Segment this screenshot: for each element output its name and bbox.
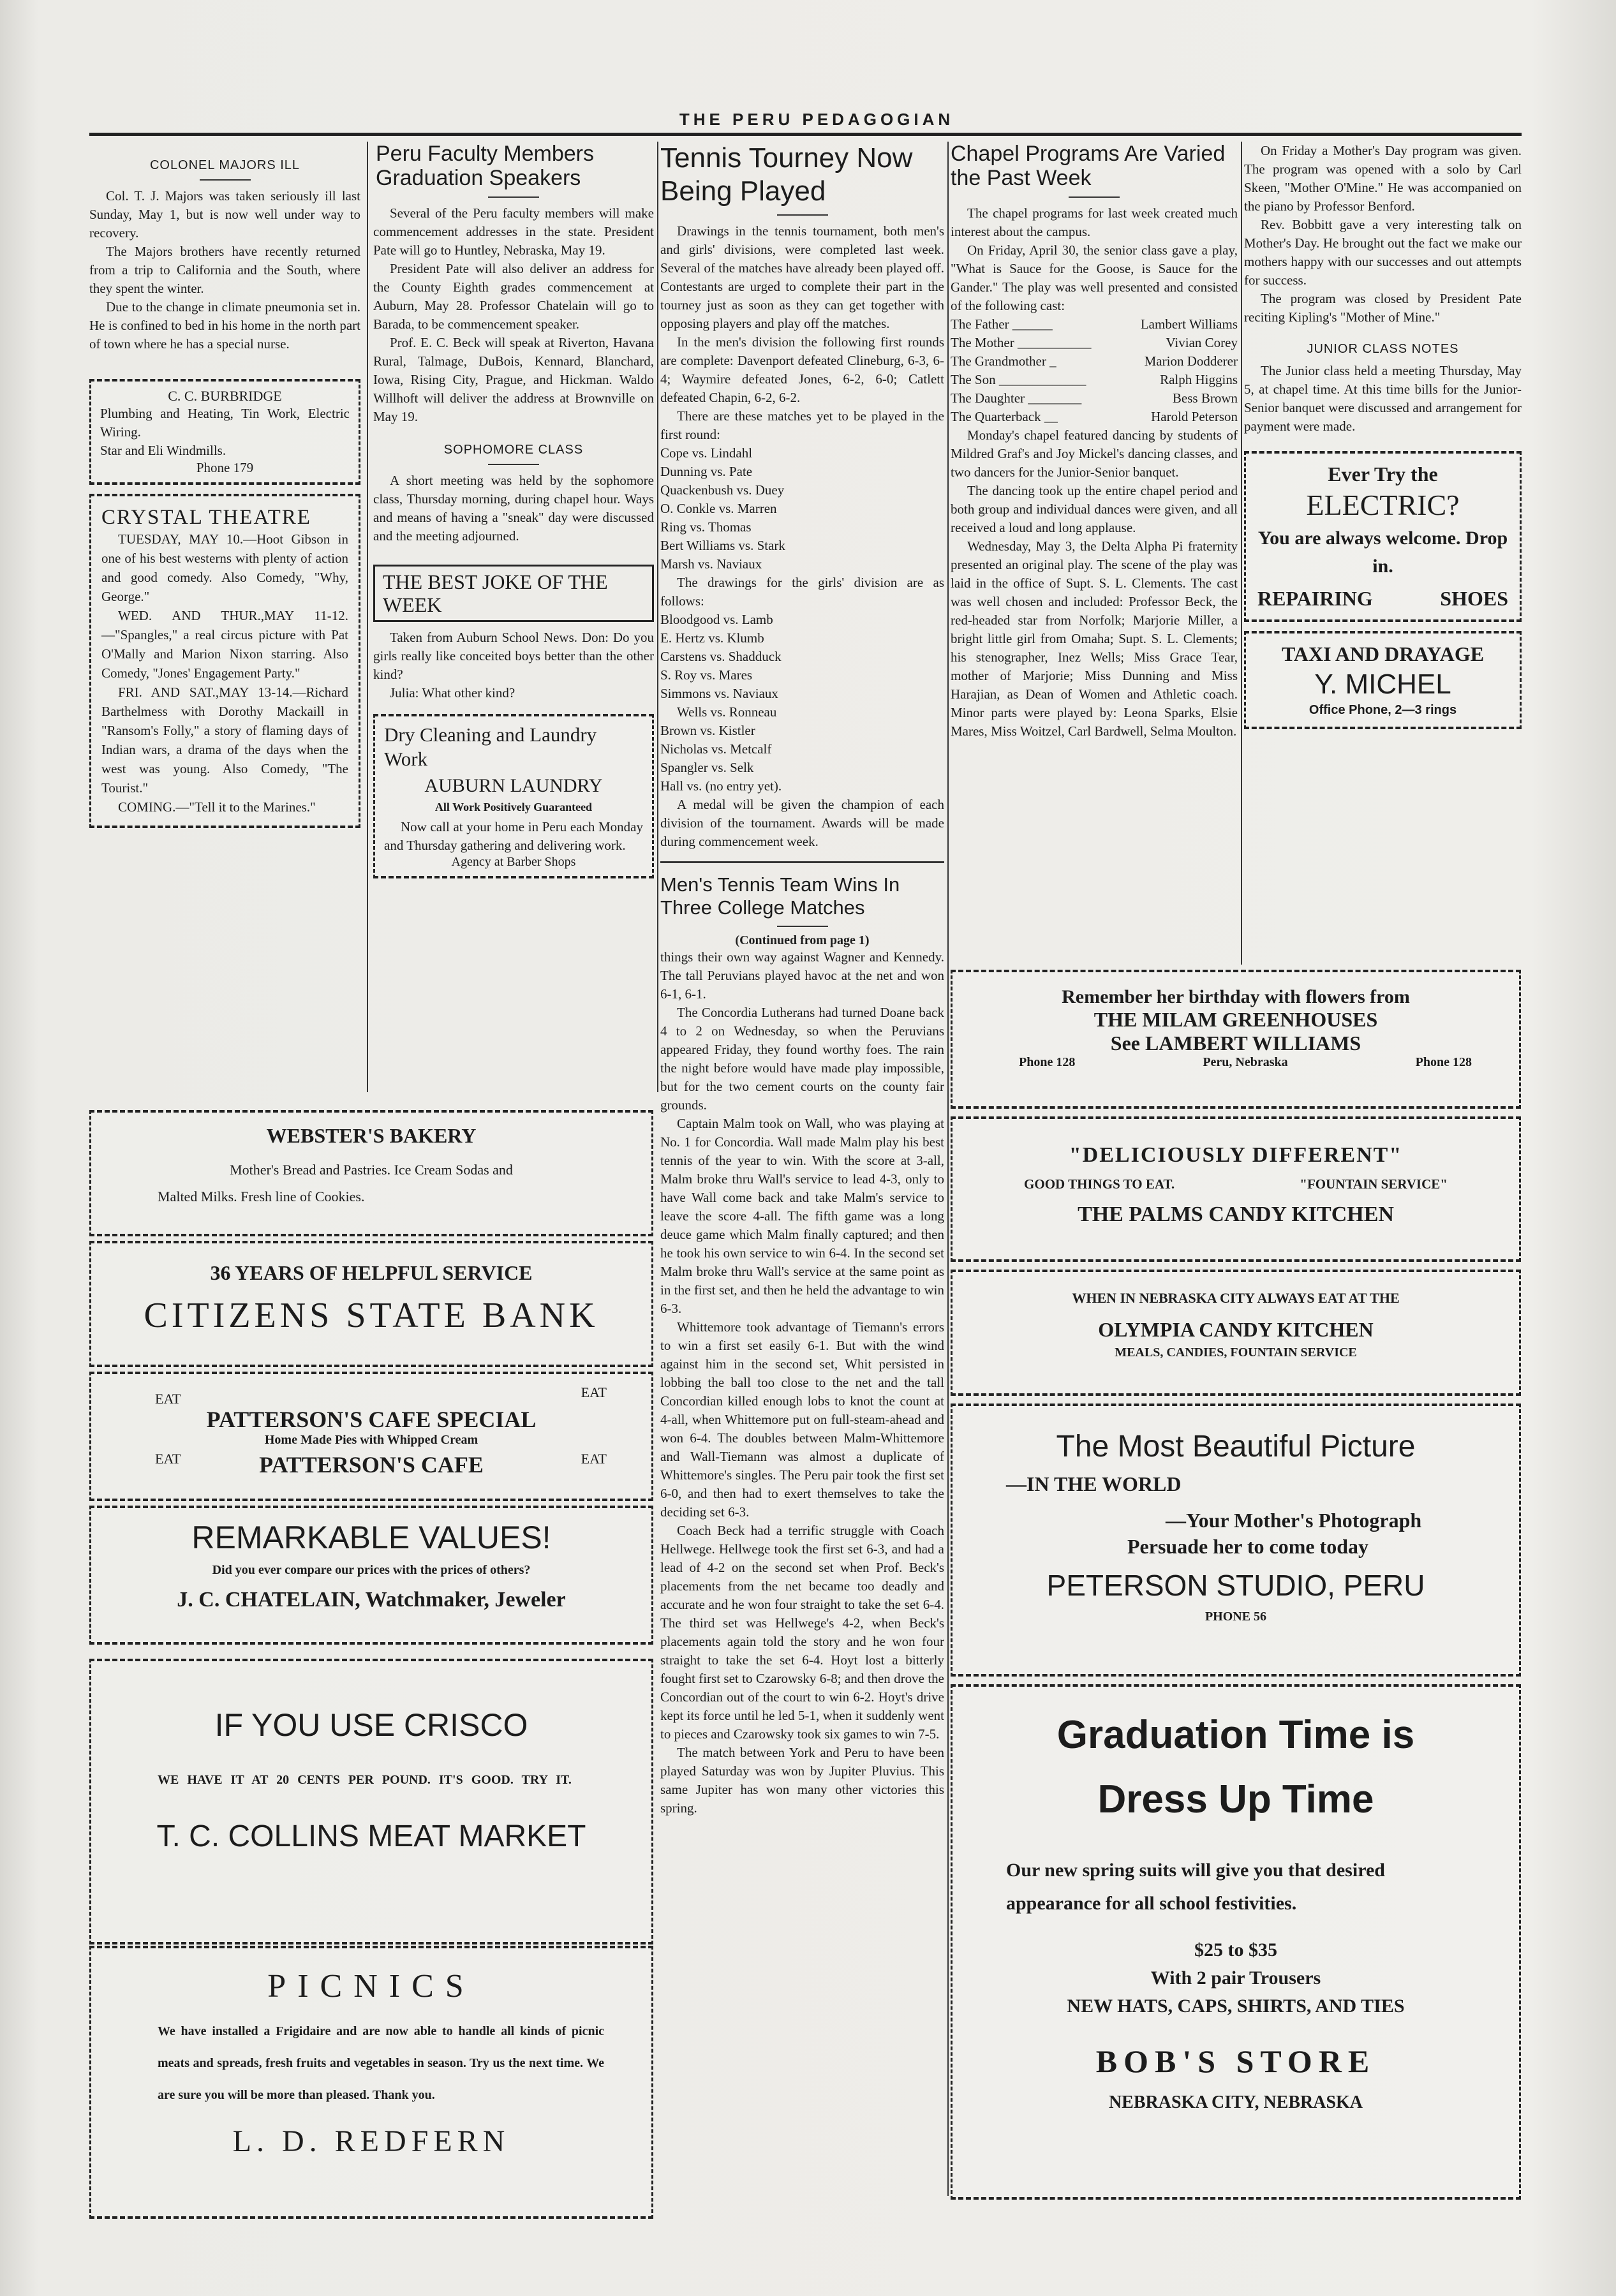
- ad-text: Peru, Nebraska: [1203, 1055, 1288, 1069]
- ad-burbridge: [89, 379, 360, 485]
- ad-text: —IN THE WORLD: [1006, 1472, 1182, 1495]
- article-paragraph: Taken from Auburn School News. Don: Do you girls really like conceited boys better than the other kind?: [373, 630, 654, 682]
- ad-text: See LAMBERT WILLIAMS: [1110, 1032, 1361, 1055]
- ad-text: EAT: [581, 1451, 607, 1467]
- cast-role: The Son _____________: [951, 372, 1086, 387]
- article-paragraph: A short meeting was held by the sophomore class, Thursday morning, during chapel hour. Ways and means of having a "sneak" day were discussed and the meeting adjourned.: [373, 473, 654, 544]
- list-item: Quackenbush vs. Duey: [660, 482, 785, 498]
- ad-phone: Phone 179: [196, 460, 254, 475]
- cast-actor: Lambert Williams: [1140, 316, 1238, 332]
- joke-title: THE BEST JOKE OF THE WEEK: [383, 570, 608, 616]
- article-paragraph: The chapel programs for last week created much interest about the campus.: [951, 205, 1238, 239]
- cast-row: [951, 371, 1238, 389]
- ad-title: PICNICS: [267, 1968, 475, 2004]
- ad-webster-bakery: [89, 1110, 653, 1236]
- article-paragraph: The Junior class held a meeting Thursday, May 5, at chapel time. At this time bills for the Junior-Senior banquet were discussed and arrangement for payment were made.: [1244, 363, 1522, 434]
- article-paragraph: The Majors brothers have recently returned from a trip to California and the South, where they spent the winter.: [89, 244, 360, 296]
- list-item: E. Hertz vs. Klumb: [660, 630, 764, 646]
- divider: [488, 196, 539, 198]
- article-paragraph: Captain Malm took on Wall, who was playing at No. 1 for Concordia. Wall made Malm play his best tennis of the year to win. With the score at 3-all, Malm broke thru Wall's service to lead 4-3, only to have Wall come back and take Malm's service to leave the score 4-all. The fifth game was a long deuce game which Malm finally captured; and then he took his own service to win 6-4. In the second set Malm broke thru Wall's service at the same point as in the first set, and then he held the advantage to win 6-3.: [660, 1116, 944, 1316]
- ad-title: PATTERSON'S CAFE: [259, 1452, 484, 1478]
- ad-text: Now call at your home in Peru each Monday and Thursday gathering and delivering work.: [384, 819, 643, 853]
- list-item: O. Conkle vs. Marren: [660, 501, 777, 516]
- ad-text: REPAIRING: [1257, 587, 1373, 610]
- cast-role: The Quarterback __: [951, 409, 1058, 424]
- article-paragraph: Several of the Peru faculty members will make commencement addresses in the state. President Pate will go to Huntley, Nebraska, May 19.: [373, 205, 654, 258]
- article-paragraph: Julia: What other kind?: [390, 685, 515, 700]
- list-item: Wells vs. Ronneau: [677, 704, 777, 720]
- ad-olympia-candy-kitchen: [951, 1270, 1521, 1396]
- ad-name: AUBURN LAUNDRY: [424, 775, 603, 796]
- article-paragraph: The match between York and Peru to have been played Saturday was won by Jupiter Pluvius. This same Jupiter has won many other victories this spring.: [660, 1745, 944, 1816]
- ad-text: Our new spring suits will give you that desired appearance for all school festivities.: [1006, 1860, 1385, 1914]
- cast-actor: Bess Brown: [1172, 390, 1238, 406]
- ad-text: EAT: [155, 1391, 181, 1407]
- article-paragraph: On Friday a Mother's Day program was given. The program was opened with a solo by Carl Skeen, "Mother O'Mine." He was accompanied on the piano by Professor Benford.: [1244, 143, 1522, 214]
- cast-actor: Marion Dodderer: [1144, 353, 1238, 369]
- ad-electric: [1244, 451, 1522, 622]
- ad-title: PETERSON STUDIO, PERU: [1046, 1569, 1425, 1602]
- ad-text: Persuade her to come today: [1127, 1535, 1368, 1558]
- list-item: S. Roy vs. Mares: [660, 667, 753, 683]
- cast-row: [951, 315, 1238, 334]
- ad-title: CITIZENS STATE BANK: [144, 1296, 599, 1335]
- column-2: [373, 142, 654, 887]
- ad-text: Mother's Bread and Pastries. Ice Cream Sodas and: [230, 1162, 513, 1178]
- top-rule: [89, 133, 1522, 136]
- ad-title: PATTERSON'S CAFE SPECIAL: [206, 1407, 537, 1432]
- ad-milam-greenhouses: [951, 970, 1521, 1109]
- ad-title: ELECTRIC?: [1306, 489, 1460, 521]
- cast-row: [951, 352, 1238, 371]
- ad-palms-candy-kitchen: [951, 1116, 1521, 1262]
- list-item: Nicholas vs. Metcalf: [660, 741, 772, 757]
- ad-text: WED. AND THUR.,MAY 11-12.—"Spangles," a real circus picture with Pat O'Mally and Marion Nixon starring. Also Comedy, "Jones' Engagement Party.": [101, 608, 348, 681]
- ad-text: Did you ever compare our prices with the prices of others?: [212, 1563, 531, 1577]
- ad-pattersons-cafe: [89, 1372, 653, 1501]
- ad-text: Remember her birthday with flowers from: [1062, 986, 1410, 1007]
- ad-tagline: All Work Positively Guaranteed: [434, 801, 593, 813]
- ad-text: EAT: [155, 1451, 181, 1467]
- column-rule: [947, 142, 949, 2196]
- article-paragraph: Prof. E. C. Beck will speak at Riverton, Havana Rural, Talmage, DuBois, Kennard, Blanchard, Iowa, Rising City, Prague, and Hickman. Waldo Willhoft will deliver the address at Brownville on May 19.: [373, 335, 654, 424]
- ad-title: Dry Cleaning and Laundry Work: [384, 723, 597, 770]
- girls-matches-list: [660, 611, 944, 796]
- list-item: Ring vs. Thomas: [660, 519, 752, 535]
- list-item: Carstens vs. Shadduck: [660, 649, 782, 664]
- ad-text: Malted Milks. Fresh line of Cookies.: [158, 1189, 365, 1204]
- ad-phone: Office Phone, 2—3 rings: [1308, 703, 1457, 717]
- cast-actor: Vivian Corey: [1166, 335, 1238, 350]
- ad-tagline-row: [961, 1176, 1510, 1192]
- ad-text: SHOES: [1440, 587, 1508, 610]
- article-paragraph: The dancing took up the entire chapel period and both group and individual dances were given, and all received a loud and long applause.: [951, 483, 1238, 535]
- article-title: Men's Tennis Team Wins In Three College Matches: [660, 873, 900, 919]
- ad-phone: Phone 128: [1019, 1055, 1076, 1069]
- list-item: Hall vs. (no entry yet).: [660, 778, 782, 794]
- column-3: [660, 142, 944, 1818]
- ad-text: FRI. AND SAT.,MAY 13-14.—Richard Barthelmess with Dorothy Mackaill in "Ransom's Folly," a story of flaming days of Indian wars, a drama of the days when the west was young. Also Comedy, "The Tourist.": [101, 685, 348, 796]
- article-title: Chapel Programs Are Varied the Past Week: [951, 142, 1226, 190]
- article-paragraph: Coach Beck had a terrific struggle with Coach Hellwege. Hellwege took the first set 6-3, and had a lead of 4-2 on the second set when Prof. Beck's placements from the net became too deadly and accurate and he won four straight to take the set 6-4. The third set was Hellwege's 4-2, when Beck's placements again told the story and he won four straight to take the set 6-4. Hoyt lost a bitterly fought first set to Czarowsky 6-8; and then drove the Concordian out of the court to win 6-2. Hoyt's drive kept its force until he led 5-1, when it suddenly went to pieces and Czarowsky took six games to win 7-5.: [660, 1523, 944, 1742]
- ad-text: MEALS, CANDIES, FOUNTAIN SERVICE: [1115, 1345, 1357, 1359]
- ad-repair-row: [1257, 587, 1508, 611]
- ad-title: THE PALMS CANDY KITCHEN: [1078, 1203, 1394, 1226]
- ad-text: With 2 pair Trousers: [1150, 1967, 1321, 1989]
- ad-title: IF YOU USE CRISCO: [214, 1707, 528, 1743]
- column-rule: [657, 142, 658, 1092]
- column-rule: [367, 142, 368, 1092]
- ad-title: CRYSTAL THEATRE: [101, 506, 311, 529]
- ad-phone: Phone 128: [1415, 1055, 1472, 1069]
- list-item: Spangler vs. Selk: [660, 760, 754, 775]
- ad-text: WE HAVE IT AT 20 CENTS PER POUND. IT'S GOOD. TRY IT.: [158, 1773, 572, 1787]
- article-paragraph: Monday's chapel featured dancing by students of Mildred Graf's and Joy Mickel's dancing classes, and two dancers for the Junior-Senior banquet.: [951, 427, 1238, 480]
- ad-name: C. C. BURBRIDGE: [168, 388, 282, 404]
- ad-text: Star and Eli Windmills.: [100, 443, 226, 458]
- list-item: Simmons vs. Naviaux: [660, 686, 778, 701]
- column-rule: [1241, 142, 1242, 965]
- ad-title: L. D. REDFERN: [232, 2124, 510, 2158]
- ad-contact-row: [961, 1055, 1510, 1070]
- ad-text: Agency at Barber Shops: [451, 855, 576, 869]
- divider: [200, 179, 251, 181]
- article-paragraph: Rev. Bobbitt gave a very interesting talk on Mother's Day. He brought out the fact we make our mothers happy with our successes and out attempts for success.: [1244, 217, 1522, 288]
- list-item: Dunning vs. Pate: [660, 464, 753, 479]
- article-paragraph: Drawings in the tennis tournament, both men's and girls' divisions, were completed last week. Several of the matches have already been played off. Contestants are urged to complete their part in the tourney just as soon as they can get together with opposing players and play off the matches.: [660, 223, 944, 331]
- ad-taxi: [1244, 631, 1522, 729]
- article-paragraph: Wednesday, May 3, the Delta Alpha Pi fraternity presented an original play. The scene of the play was laid in the office of Supt. S. L. Clements. The cast was well chosen and included: Professor Beck, the red-headed star from Norfolk; Marjorie Miller, a bright little girl from Omaha; Supt. S. L. Clements; his stenographer, Inez Wells; Miss Grace Tear, mother of Marjorie; Miss Dunning and Miss Harajian, as Dean of Women and Athletic coach. Minor parts were played by: Leona Sparks, Elsie Mares, Miss Woitzel, Carl Bardwell, Selma Moulton.: [951, 538, 1238, 739]
- ad-text: TUESDAY, MAY 10.—Hoot Gibson in one of his best westerns with plenty of action and good comedy. Also Comedy, "Why, George.": [101, 531, 348, 604]
- ad-peterson-studio: [951, 1404, 1521, 1677]
- ad-price: $25 to $35: [1194, 1939, 1277, 1960]
- cast-role: The Grandmother _: [951, 353, 1056, 369]
- ad-text: Plumbing and Heating, Tin Work, Electric Wiring.: [100, 406, 350, 440]
- continued-note: (Continued from page 1): [735, 933, 870, 947]
- list-item: Cope vs. Lindahl: [660, 445, 753, 461]
- ad-text: "FOUNTAIN SERVICE": [1300, 1176, 1448, 1192]
- joke-box: [373, 565, 654, 622]
- list-item: Brown vs. Kistler: [660, 723, 755, 738]
- ad-title: OLYMPIA CANDY KITCHEN: [1098, 1318, 1374, 1341]
- ad-text: 36 YEARS OF HELPFUL SERVICE: [210, 1261, 533, 1284]
- ad-text: Home Made Pies with Whipped Cream: [264, 1433, 478, 1447]
- article-title: COLONEL MAJORS ILL: [149, 158, 300, 172]
- divider: [777, 214, 828, 216]
- ad-collins-meat-market: [89, 1659, 653, 1944]
- ad-text: GOOD THINGS TO EAT.: [1024, 1176, 1175, 1192]
- ad-bobs-store: [951, 1684, 1521, 2200]
- ad-text: —Your Mother's Photograph: [1166, 1509, 1422, 1532]
- ad-title: THE MILAM GREENHOUSES: [1093, 1008, 1378, 1031]
- ad-text: EAT: [581, 1384, 607, 1400]
- cast-role: The Mother ___________: [951, 335, 1092, 350]
- article-paragraph: The drawings for the girls' division are as follows:: [660, 575, 944, 609]
- list-item: Marsh vs. Naviaux: [660, 556, 762, 572]
- article-title: Tennis Tourney Now Being Played: [660, 142, 913, 207]
- article-paragraph: Due to the change in climate pneumonia set in. He is confined to bed in his home in the north part of town where he has a special nurse.: [89, 299, 360, 352]
- list-item: Bert Williams vs. Stark: [660, 538, 785, 553]
- ad-chatelain: [89, 1506, 653, 1645]
- ad-text: J. C. CHATELAIN, Watchmaker, Jeweler: [177, 1588, 566, 1611]
- ad-title: The Most Beautiful Picture: [1056, 1430, 1416, 1463]
- ad-auburn-laundry: [373, 714, 654, 878]
- cast-row: [951, 389, 1238, 408]
- article-paragraph: In the men's division the following first rounds are complete: Davenport defeated Clineburg, 6-3, 6-4; Waymire defeated Jones, 6-2, 6-0; Catlett defeated Chapin, 6-2, 6-2.: [660, 334, 944, 405]
- column-4: [951, 142, 1238, 741]
- ad-title: "DELICIOUSLY DIFFERENT": [1069, 1143, 1403, 1167]
- column-5: [1244, 142, 1522, 738]
- ad-text: NEBRASKA CITY, NEBRASKA: [1108, 2092, 1363, 2112]
- list-item: Bloodgood vs. Lamb: [660, 612, 773, 627]
- cast-role: The Father ______: [951, 316, 1053, 332]
- rule: [660, 861, 944, 863]
- ad-text: We have installed a Frigidaire and are now able to handle all kinds of picnic meats and spreads, fresh fruits and vegetables in season. Try us the next time. We are sure you will be more than pleased. Thank you.: [158, 2024, 604, 2102]
- divider: [488, 464, 539, 465]
- article-paragraph: The program was closed by President Pate reciting Kipling's "Mother of Mine.": [1244, 291, 1522, 325]
- article-paragraph: things their own way against Wagner and Kennedy. The tall Peruvians played havoc at the net and won 6-1, 6-1.: [660, 949, 944, 1002]
- ad-redfern: [89, 1946, 653, 2219]
- article-paragraph: The Concordia Lutherans had turned Doane back 4 to 2 on Wednesday, so when the Peruvians appeared Friday, they found worthy foes. The rain the night before would have made play impossible, but for the two cement courts on the county fair grounds.: [660, 1005, 944, 1113]
- ad-title: WEBSTER'S BAKERY: [266, 1124, 477, 1147]
- ad-text: COMING.—"Tell it to the Marines.": [118, 799, 316, 815]
- mens-matches-list: [660, 444, 944, 574]
- article-paragraph: A medal will be given the champion of each division of the tournament. Awards will be made during commencement week.: [660, 797, 944, 849]
- cast-row: [951, 334, 1238, 352]
- cast-row: [951, 408, 1238, 426]
- article-title: Peru Faculty Members Graduation Speakers: [376, 142, 594, 190]
- cast-actor: Harold Peterson: [1151, 409, 1238, 424]
- column-1: [89, 142, 360, 837]
- ad-text: WHEN IN NEBRASKA CITY ALWAYS EAT AT THE: [1072, 1290, 1400, 1306]
- ad-title: Graduation Time is: [1056, 1713, 1415, 1757]
- ad-title: BOB'S STORE: [1095, 2043, 1376, 2079]
- divider: [1069, 196, 1120, 198]
- ad-title: Dress Up Time: [1097, 1777, 1374, 1821]
- ad-title: REMARKABLE VALUES!: [191, 1520, 551, 1555]
- ad-phone: PHONE 56: [1205, 1610, 1267, 1624]
- article-paragraph: On Friday, April 30, the senior class gave a play, "What is Sauce for the Goose, is Sauce for the Gander." The play was well presented and consisted of the following cast:: [951, 242, 1238, 313]
- ad-text: NEW HATS, CAPS, SHIRTS, AND TIES: [1067, 1996, 1405, 2017]
- ad-text: You are always welcome. Drop in.: [1257, 528, 1508, 577]
- masthead: THE PERU PEDAGOGIAN: [679, 110, 954, 129]
- cast-role: The Daughter ________: [951, 390, 1082, 406]
- article-paragraph: Whittemore took advantage of Tiemann's errors to win a first set easily 6-1. But with the wind against him in the second set, Whit persisted in lobbing the ball too close to the net and the tall Concordian killed enough lobs to knot the count at 4-all, when Whittemore put on full-steam-ahead and won 6-4. The doubles between Malm-Whittemore and Wall-Tiemann was almost a duplicate of Whittemore's singles. The Peru pair took the first set 6-0, and then had to exert themselves to take the deciding set 6-3.: [660, 1319, 944, 1520]
- article-paragraph: Col. T. J. Majors was taken seriously ill last Sunday, May 1, but is now well under way to recovery.: [89, 188, 360, 241]
- ad-title: Y. MICHEL: [1314, 669, 1451, 700]
- ad-text: Ever Try the: [1328, 463, 1438, 485]
- article-title: JUNIOR CLASS NOTES: [1307, 342, 1459, 356]
- ad-title: T. C. COLLINS MEAT MARKET: [156, 1819, 586, 1853]
- article-paragraph: President Pate will also deliver an address for the County Eighth grades commencement at Auburn, May 28. Professor Chatelain will go to Barada, to be commencement speaker.: [373, 261, 654, 332]
- divider: [777, 926, 828, 927]
- article-paragraph: There are these matches yet to be played in the first round:: [660, 408, 944, 442]
- cast-list: [951, 315, 1238, 426]
- ad-citizens-bank: [89, 1241, 653, 1367]
- cast-actor: Ralph Higgins: [1160, 372, 1238, 387]
- ad-crystal-theatre: [89, 494, 360, 828]
- ad-text: TAXI AND DRAYAGE: [1281, 642, 1485, 665]
- article-title: SOPHOMORE CLASS: [443, 443, 584, 457]
